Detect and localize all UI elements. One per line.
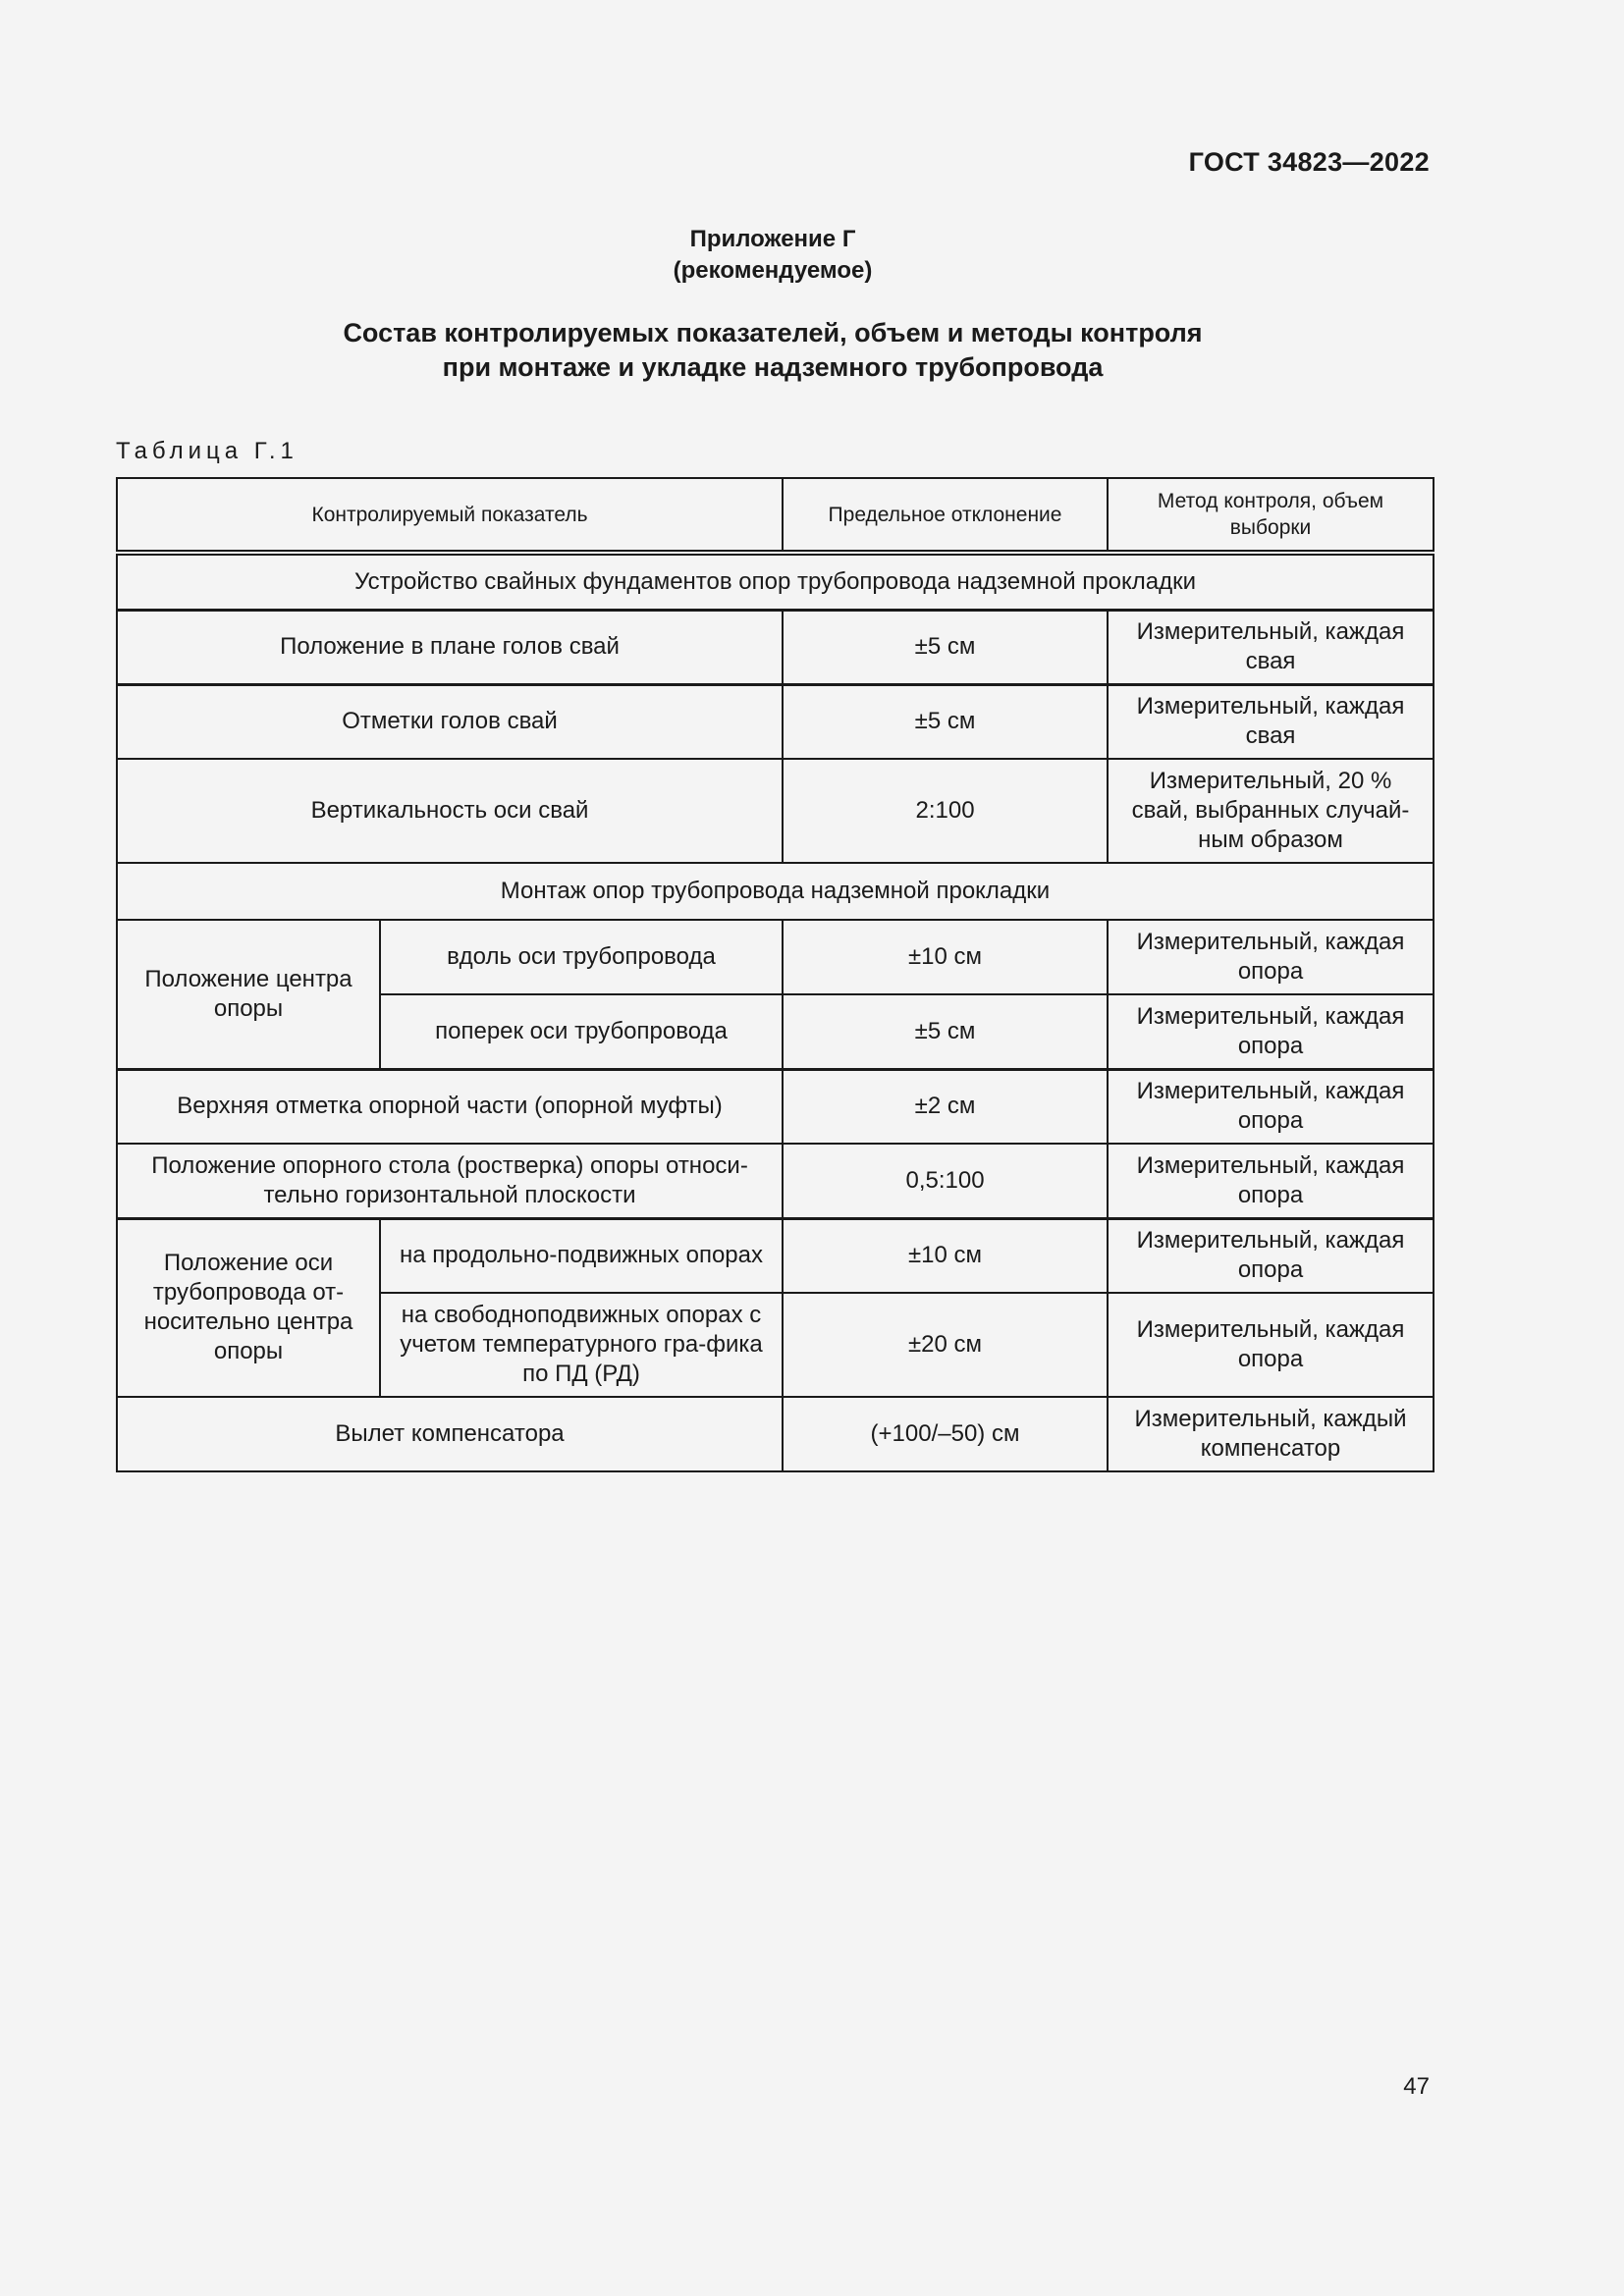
appendix-heading [0,224,1545,287]
page-number: 47 [1403,2073,1430,2100]
sub-indicator-cell: на свободноподвижных опорах с учетом температурного гра-фика по ПД (РД) [380,1293,783,1397]
indicator-cell: Положение опорного стола (ростверка) опоры относи-тельно горизонтальной плоскости [117,1144,783,1218]
method-cell: Измерительный, каждая свая [1108,684,1434,759]
method-cell: Измерительный, 20 % свай, выбранных случай-ным образом [1108,759,1434,863]
indicator-cell: Отметки голов свай [117,684,783,759]
appendix-label: Приложение Г [689,226,856,252]
method-cell: Измерительный, каждая опора [1108,1218,1434,1293]
indicator-cell: Верхняя отметка опорной части (опорной муфты) [117,1069,783,1144]
group-label-cell: Положение оси трубопровода от-носительно центра опоры [117,1218,380,1397]
document-title [0,316,1545,385]
title-line-1: Состав контролируемых показателей, объем и методы контроля [343,318,1203,347]
table-row [117,1218,1434,1293]
section-row [117,553,1434,610]
table-row [117,759,1434,863]
table-row [117,1397,1434,1471]
method-cell: Измерительный, каждая опора [1108,994,1434,1069]
control-table [116,477,1435,1472]
header-indicator: Контролируемый показатель [117,478,783,553]
indicator-cell: Вертикальность оси свай [117,759,783,863]
title-line-2: при монтаже и укладке надземного трубопровода [442,352,1104,382]
method-cell: Измерительный, каждая опора [1108,920,1434,994]
table-row [117,610,1434,684]
method-cell: Измерительный, каждая опора [1108,1293,1434,1397]
deviation-cell: ±2 см [783,1069,1108,1144]
deviation-cell: ±5 см [783,684,1108,759]
method-cell: Измерительный, каждая опора [1108,1069,1434,1144]
section-row [117,863,1434,920]
deviation-cell: 2:100 [783,759,1108,863]
header-method: Метод контроля, объем выборки [1108,478,1434,553]
sub-indicator-cell: поперек оси трубопровода [380,994,783,1069]
method-cell: Измерительный, каждая опора [1108,1144,1434,1218]
section-title: Устройство свайных фундаментов опор трубопровода надземной прокладки [117,553,1434,610]
control-table-container [116,477,1433,1472]
table-row [117,684,1434,759]
deviation-cell: ±5 см [783,994,1108,1069]
deviation-cell: (+100/–50) см [783,1397,1108,1471]
section-title: Монтаж опор трубопровода надземной прокладки [117,863,1434,920]
deviation-cell: ±5 см [783,610,1108,684]
table-header-row [117,478,1434,553]
deviation-cell: ±20 см [783,1293,1108,1397]
table-row [117,920,1434,994]
deviation-cell: 0,5:100 [783,1144,1108,1218]
deviation-cell: ±10 см [783,920,1108,994]
document-code: ГОСТ 34823—2022 [1188,147,1430,177]
deviation-cell: ±10 см [783,1218,1108,1293]
method-cell: Измерительный, каждая свая [1108,610,1434,684]
sub-indicator-cell: на продольно-подвижных опорах [380,1218,783,1293]
table-row [117,1144,1434,1218]
method-cell: Измерительный, каждый компенсатор [1108,1397,1434,1471]
indicator-cell: Вылет компенсатора [117,1397,783,1471]
indicator-cell: Положение в плане голов свай [117,610,783,684]
header-deviation: Предельное отклонение [783,478,1108,553]
appendix-status: (рекомендуемое) [673,257,873,284]
table-row [117,1069,1434,1144]
group-label-cell: Положение центра опоры [117,920,380,1069]
table-caption: Таблица Г.1 [116,438,298,464]
sub-indicator-cell: вдоль оси трубопровода [380,920,783,994]
